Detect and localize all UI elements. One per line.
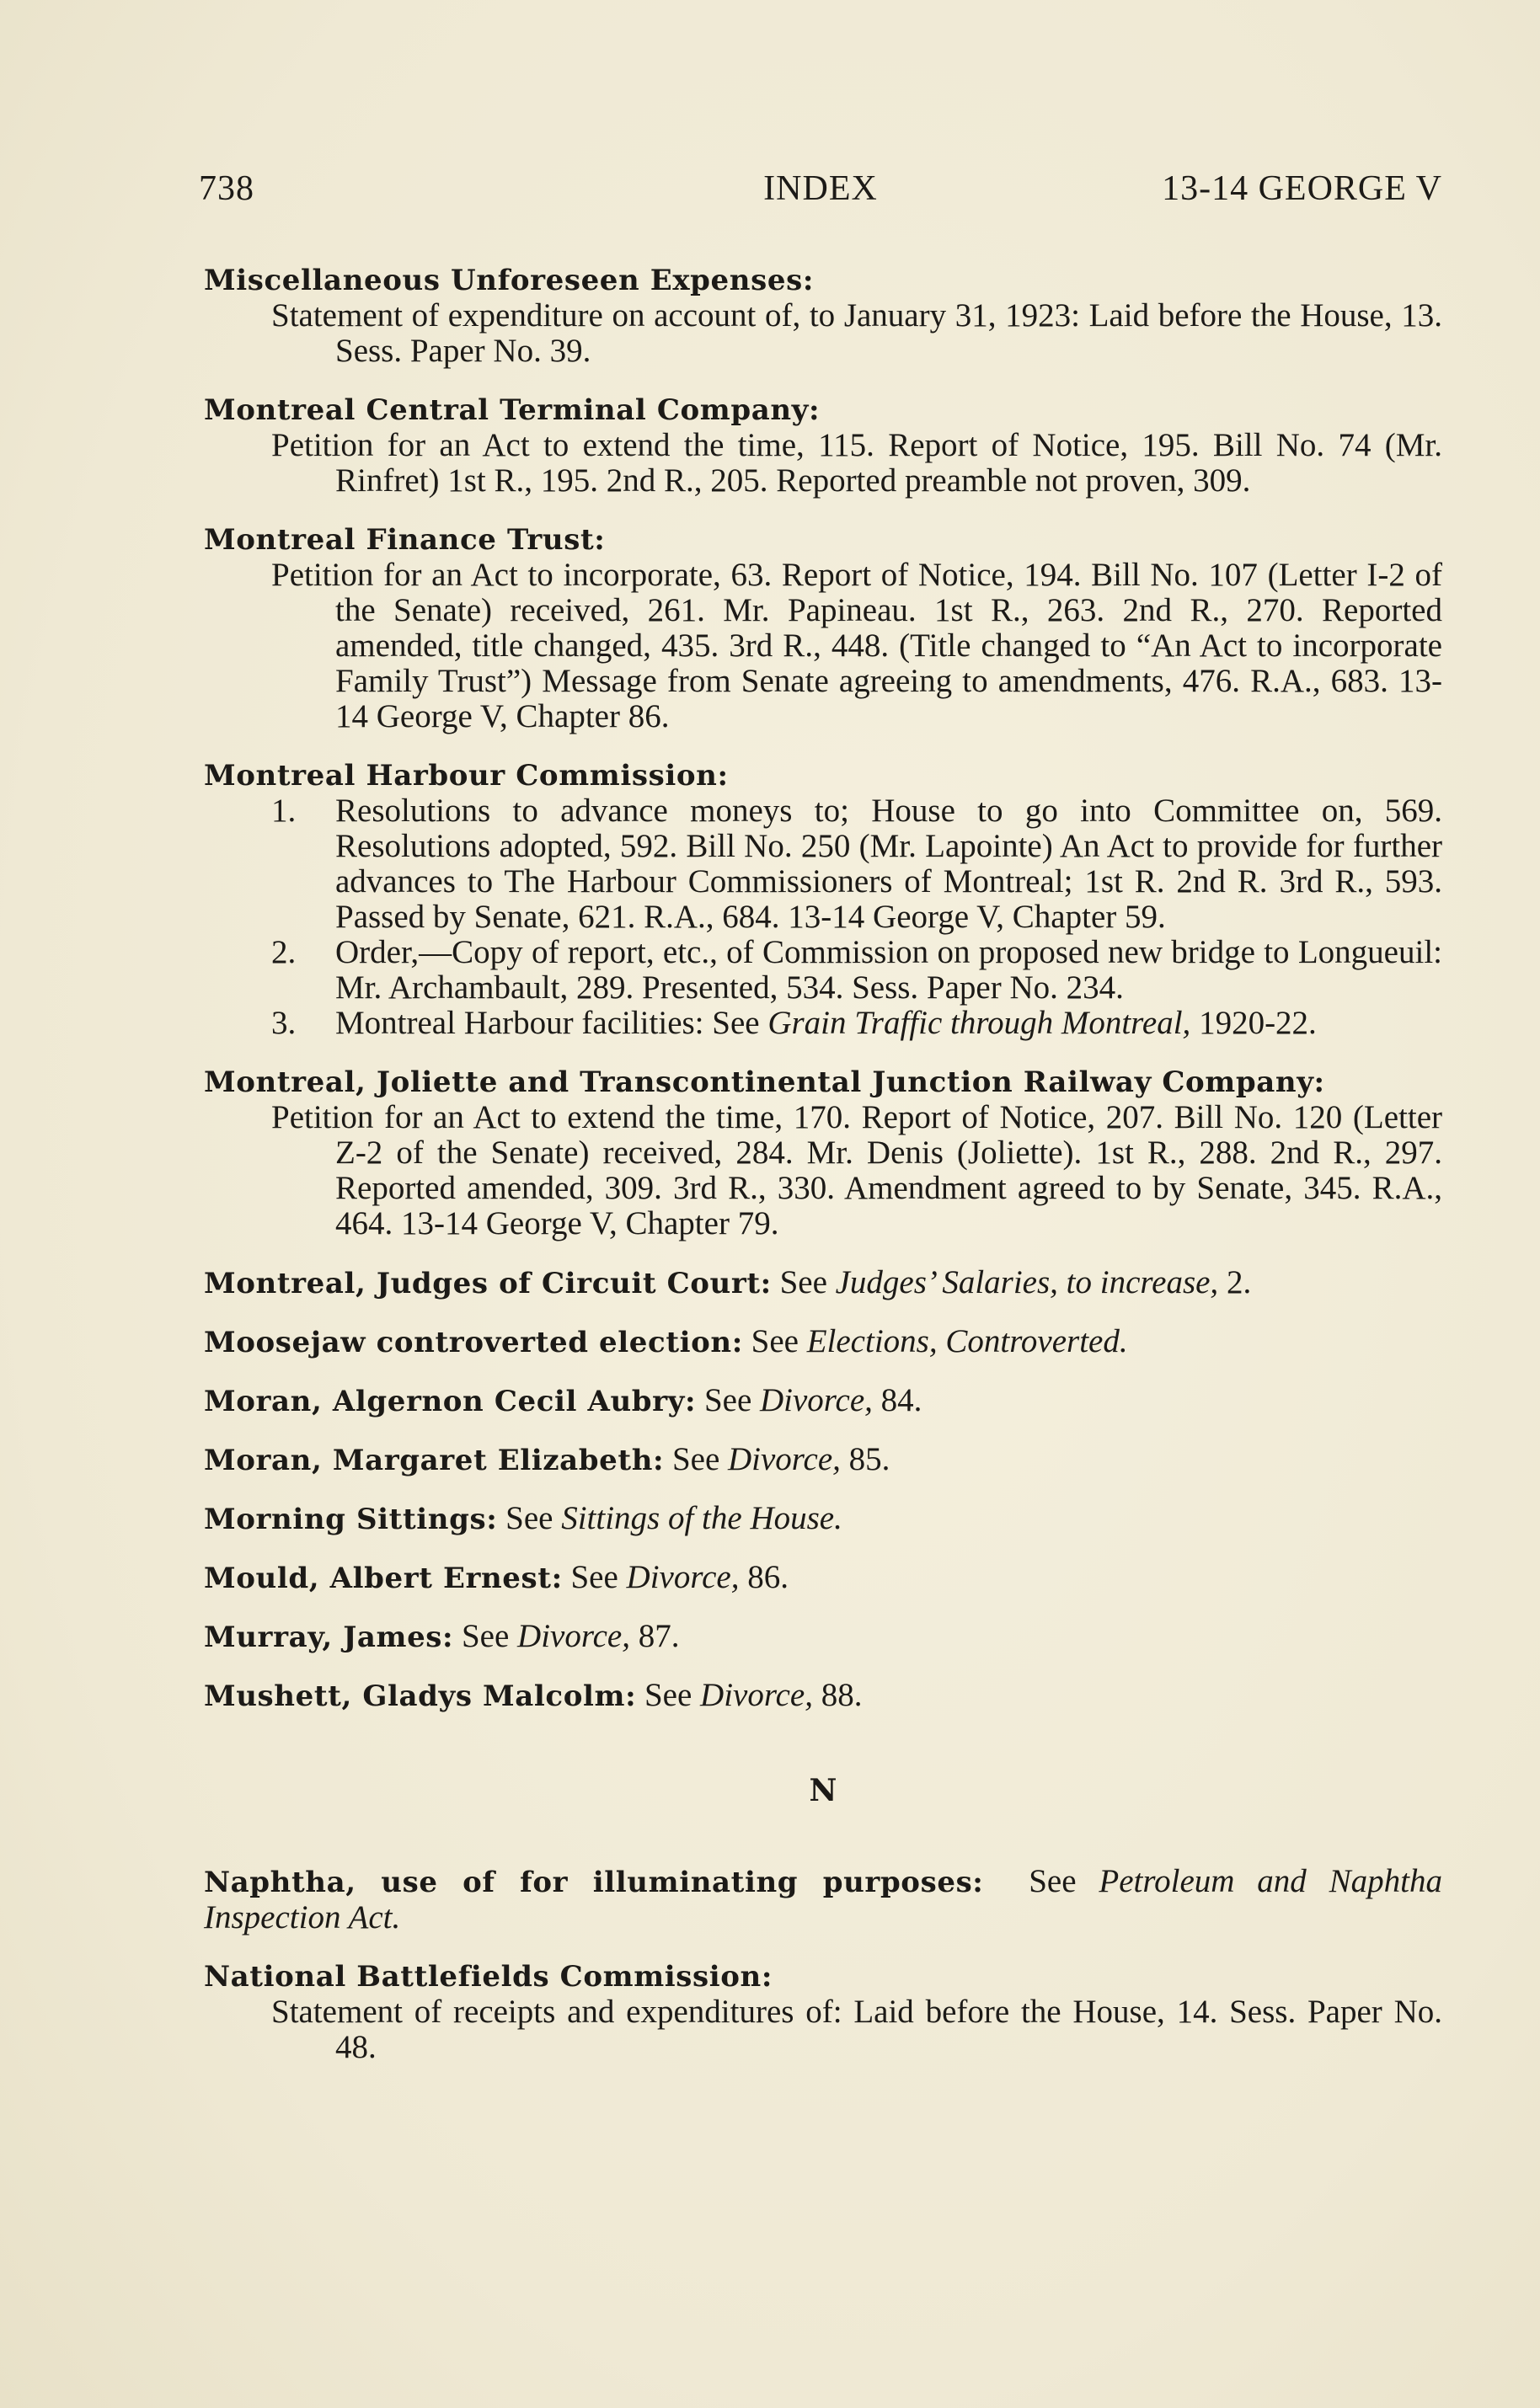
entry-heading: National Battlefields Commission: — [204, 1960, 773, 1994]
see-entry — [204, 1501, 1442, 1537]
entry-body: Petition for an Act to extend the time, 170. Report of Notice, 207. Bill No. 120 (Letter Z-2 of the Senate) received, 284. Mr. Denis (Joliette). 1st R., 288. 2nd R., 297. Reported amended, 309. 3rd R., 330. Amendment agreed to by Senate, 345. R.A., 464. 13-14 George V, Chapter 79. — [271, 1099, 1442, 1241]
numbered-subentries — [271, 793, 1442, 1041]
index-entry — [204, 522, 1442, 734]
reference-number: 2. — [1218, 1264, 1252, 1300]
page-number: 738 — [199, 169, 254, 208]
entry-heading: Moosejaw controverted election: — [204, 1326, 743, 1359]
index-entry — [204, 1065, 1442, 1241]
entry-heading: Moran, Margaret Elizabeth: — [204, 1444, 665, 1477]
entry-heading: Moran, Algernon Cecil Aubry: — [204, 1385, 697, 1418]
see-entry — [204, 1678, 1442, 1714]
see-word: See — [570, 1559, 618, 1595]
reference-number: 85. — [840, 1441, 890, 1477]
see-word: See — [505, 1500, 553, 1536]
cross-reference: Elections, Controverted. — [806, 1323, 1128, 1359]
see-entry — [204, 1265, 1442, 1301]
subentry-text: Order,—Copy of report, etc., of Commission on proposed new bridge to Longueuil: Mr. Archambault, 289. Presented, 534. Sess. Paper No. 234. — [335, 934, 1442, 1006]
cross-reference: Divorce, — [728, 1441, 841, 1477]
cross-reference: Divorce, — [760, 1382, 873, 1418]
cross-reference: Judges’ Salaries, to increase, — [835, 1264, 1219, 1300]
reference-number: 86. — [739, 1559, 789, 1595]
see-word: See — [644, 1677, 692, 1713]
running-head-volume: 13-14 GEORGE V — [1162, 169, 1442, 208]
subentry — [271, 1005, 1442, 1041]
reference-number: 87. — [629, 1618, 680, 1654]
cross-reference: Petroleum and Naphtha Inspection Act. — [204, 1863, 1443, 1935]
index-entry — [204, 263, 1442, 369]
index-entry — [204, 1959, 1442, 2065]
running-head-title: INDEX — [763, 169, 878, 208]
entry-heading: Montreal, Joliette and Transcontinental Junction Railway Company: — [204, 1065, 1325, 1099]
subentry-number: 1. — [271, 793, 297, 829]
see-entry — [204, 1864, 1442, 1935]
see-word: See — [751, 1323, 799, 1359]
see-word: See — [1029, 1863, 1077, 1899]
see-entry — [204, 1560, 1442, 1596]
cross-reference: Divorce, — [700, 1677, 813, 1713]
see-entry — [204, 1442, 1442, 1478]
reference-number: 88. — [812, 1677, 863, 1713]
entry-heading: Miscellaneous Unforeseen Expenses: — [204, 264, 814, 297]
entry-heading: Mushett, Gladys Malcolm: — [204, 1679, 637, 1713]
see-word: See — [461, 1618, 510, 1654]
entry-heading: Murray, James: — [204, 1620, 454, 1654]
entry-heading: Mould, Albert Ernest: — [204, 1562, 563, 1595]
entry-body: Statement of receipts and expenditures of: Laid before the House, 14. Sess. Paper No. 48. — [271, 1994, 1442, 2065]
see-word: See — [671, 1441, 720, 1477]
entry-body: Petition for an Act to extend the time, 115. Report of Notice, 195. Bill No. 74 (Mr. Rinfret) 1st R., 195. 2nd R., 205. Reported preamble not proven, 309. — [271, 427, 1442, 499]
entry-heading: Montreal Finance Trust: — [204, 523, 606, 557]
subentry-number: 3. — [271, 1005, 297, 1041]
entry-heading: Naphtha, use of for illuminating purposes: — [204, 1866, 984, 1899]
index-entry — [204, 758, 1442, 1041]
subentry-text: Montreal Harbour facilities: See — [335, 1005, 768, 1041]
entry-heading: Morning Sittings: — [204, 1503, 498, 1536]
see-word: See — [703, 1382, 752, 1418]
subentry — [271, 793, 1442, 935]
cross-reference: Divorce, — [517, 1618, 630, 1654]
entry-body: Petition for an Act to incorporate, 63. Report of Notice, 194. Bill No. 107 (Letter I-2 of the Senate) received, 261. Mr. Papineau. 1st R., 263. 2nd R., 270. Reported amended, title changed, 435. 3rd R., 448. (Title changed to “An Act to incorporate Family Trust”) Message from Senate agreeing to amendments, 476. R.A., 683. 13-14 George V, Chapter 86. — [271, 557, 1442, 734]
reference-number: 84. — [872, 1382, 922, 1418]
entry-heading: Montreal Harbour Commission: — [204, 759, 729, 793]
subentry — [271, 934, 1442, 1006]
subentry-number: 2. — [271, 934, 297, 970]
cross-reference: Sittings of the House. — [561, 1500, 842, 1536]
see-entry — [204, 1383, 1442, 1419]
section-letter: N — [809, 1773, 837, 1808]
subentry-text-suffix: 1920-22. — [1190, 1005, 1317, 1041]
cross-reference: Grain Traffic through Montreal, — [767, 1005, 1191, 1041]
entry-heading: Montreal Central Terminal Company: — [204, 393, 821, 427]
see-entry — [204, 1619, 1442, 1655]
cross-reference: Divorce, — [626, 1559, 740, 1595]
see-word: See — [779, 1264, 827, 1300]
index-content — [204, 263, 1442, 2089]
entry-body: Statement of expenditure on account of, to January 31, 1923: Laid before the House, 13. Sess. Paper No. 39. — [271, 297, 1442, 369]
index-entry — [204, 392, 1442, 499]
running-head — [199, 168, 1442, 209]
entry-heading: Montreal, Judges of Circuit Court: — [204, 1267, 772, 1300]
see-entry — [204, 1324, 1442, 1360]
subentry-text: Resolutions to advance moneys to; House to go into Committee on, 569. Resolutions adopted, 592. Bill No. 250 (Mr. Lapointe) An Act to provide for further advances to The Harbour Commissioners of Montreal; 1st R. 2nd R. 3rd R., 593. Passed by Senate, 621. R.A., 684. 13-14 George V, Chapter 59. — [335, 793, 1442, 935]
